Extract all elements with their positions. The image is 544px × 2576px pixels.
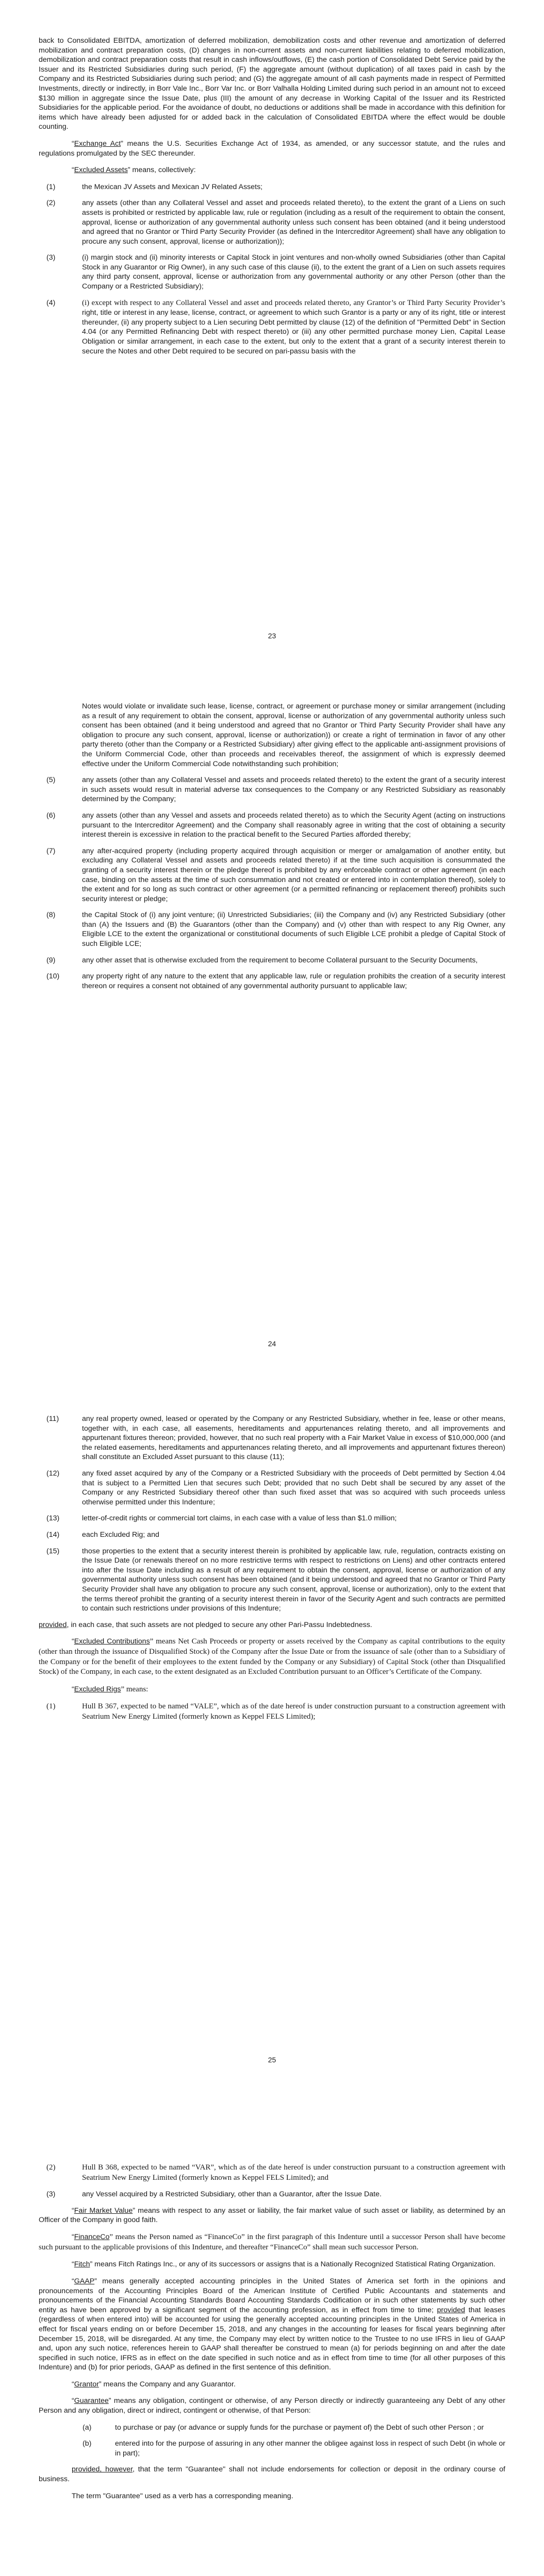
page-25-body: [39, 1414, 505, 1729]
list-item: [39, 910, 505, 948]
list-item-text: right, title or interest in any lease, license, contract, or agreement to which such Grantor is a party or any of its right, title or interest thereunder, (ii) any property subject to a Lien securing Debt permitted by clause (12) of the definition of "Permitted Debt" in Section 4.04 (or any Permitted Refinancing Debt with respect thereto) or (iii) any other permitted purchase money Lien, Capital Lease Obligation or similar arrangement, in each case to the extent, but only to the extent that a grant of a security interest therein to secure the Notes and other Debt required to be secured on pari-passu basis with the: [82, 309, 505, 355]
list-item: [39, 956, 505, 965]
gaap-definition: “GAAP” means generally accepted accounting principles in the United States of America set forth in the opinions and pronouncements of the Accounting Principles Board of the American Institute of Certified Public Accountants and statements and pronouncements of the Financial Accounting Standards Board Accounting Standards Codification or in such other statements by such other entity as have been approved by a significant segment of the accounting profession, as in effect from time to time; provided that leases (regardless of when entered into) will be accounted for using the generally accepted accounting principles in the United States of America in effect for fiscal years ending on or before December 15, 2018, and any changes in the accounting for leases for fiscal years beginning after December 15, 2018, will be disregarded. At any time, the Company may elect by written notice to the Trustee to no use IFRS in lieu of GAAP and, upon any such notice, references herein to GAAP shall thereafter be construed to mean (a) for periods beginning on and after the date specified in such notice, IFRS as in effect on the date specified in such notice and as in effect from time to time (for all other purposes of this Indenture) and (b) for prior periods, GAAP as defined in the first sentence of this definition.: [39, 2277, 505, 2372]
fair-market-value-definition: “Fair Market Value” means with respect to any asset or liability, the fair market value of such asset or liability, as determined by an Officer of the Company in good faith.: [39, 2206, 505, 2225]
excluded-contributions-term: Excluded Contributions: [74, 1637, 150, 1646]
list-item: [39, 2439, 505, 2458]
list-item: [39, 1514, 505, 1523]
gaap-text-part2: that leases (regardless of when entered into) will be accounted for using the generally accepted accounting principles in the United States of America in effect for fiscal years ending on or before December 15, 2018, and any changes in the accounting for leases for fiscal years beginning after December 15, 2018, will be disregarded. At any time, the Company may elect by written notice to the Trustee to no use IFRS in lieu of GAAP and, upon any such notice, references herein to GAAP shall thereafter be construed to mean (a) for periods beginning on and after the date specified in such notice, IFRS as in effect on the date specified in such notice and as in effect from time to time (for all other purposes of this Indenture) and (b) for prior periods, GAAP as defined in the first sentence of this definition.: [39, 2306, 505, 2372]
list-item-text: any other asset that is otherwise excluded from the requirement to become Collateral pursuant to the Security Documents,: [82, 956, 478, 964]
list-item: [39, 198, 505, 246]
list-item-number: (5): [46, 776, 56, 785]
list-item-number: (1): [46, 1702, 56, 1711]
list-item-number: (2): [46, 2163, 56, 2172]
document-page-26: [0, 2097, 544, 2576]
list-item-number: (1): [46, 182, 56, 191]
list-item-letter: (b): [83, 2439, 92, 2448]
list-item: [39, 2163, 505, 2183]
guarantee-verb-note: The term "Guarantee" used as a verb has a corresponding meaning.: [72, 2492, 293, 2500]
financeco-text: ” means the Person named as “FinanceCo” in the first paragraph of this Indenture until a successor Person shall have become such pursuant to the applicable provisions of this Indenture, and thereafter “FinanceCo” shall mean such successor Person.: [39, 2233, 505, 2251]
list-item: [39, 811, 505, 840]
excluded-rigs-definition: “Excluded Rigs” means:: [72, 1685, 149, 1693]
list-item: [39, 182, 505, 192]
list-item: [39, 298, 505, 357]
list-item: [39, 1547, 505, 1614]
guarantee-definition: “Guarantee” means any obligation, contingent or otherwise, of any Person directly or indirectly guaranteeing any Debt of any other Person and any obligation, direct or indirect, contingent or otherwise, of that Person:: [39, 2397, 505, 2415]
provided-however-term: provided, however: [72, 2465, 133, 2474]
excluded-rigs-text: ” means:: [121, 1685, 149, 1693]
list-item-text: any assets (other than any Vessel and assets and proceeds related thereto) as to which the Security Agent (acting on instructions pursuant to the Intercreditor Agreement) and the Company shall reasonably agree in writing that the cost of obtaining a security interest therein is excessive in relation to the practical benefit to the Secured Parties afforded thereby;: [82, 811, 505, 839]
list-item-number: (15): [46, 1547, 60, 1555]
fair-market-value-term: Fair Market Value: [74, 2206, 133, 2215]
list-item: [39, 775, 505, 804]
guarantee-proviso-text: , that the term "Guarantee" shall not include endorsements for collection or deposit in the ordinary course of business.: [39, 2465, 505, 2484]
list-item-number: (13): [46, 1514, 60, 1523]
list-item: [39, 1469, 505, 1507]
excluded-assets-proviso: [39, 1620, 505, 1630]
excluded-assets-definition: “Excluded Assets” means, collectively:: [72, 166, 196, 175]
exchange-act-definition: “Exchange Act” means the U.S. Securities Exchange Act of 1934, as amended, or any successor statute, and the rules and regulations promulgated by the SEC thereunder.: [39, 139, 505, 158]
list-item-text: the Capital Stock of (i) any joint venture; (ii) Unrestricted Subsidiaries; (iii) the Company and (iv) any Restricted Subsidiary (other than (A) the Issuers and (B) the Guarantors (other than the Company) and (v) other than with respect to any Rig Owner, any Eligible LCE to the extent the organizational or constitutional documents of such Eligible LCE prohibit a pledge of Capital Stock of such Eligible LCE;: [82, 911, 505, 948]
list-item-text: letter-of-credit rights or commercial tort claims, in each case with a value of less than $1.0 million;: [82, 1514, 397, 1523]
list-item-text: each Excluded Rig; and: [82, 1530, 159, 1539]
list-item-continuation: [39, 702, 505, 769]
page-26-body: [39, 2163, 505, 2508]
list-item-text: entered into for the purpose of assuring in any other manner the obligee against loss in respect of such Debt (in whole or in part);: [115, 2439, 505, 2458]
list-item-text: (i) margin stock and (ii) minority interests or Capital Stock in joint ventures and non-wholly owned Subsidiaries (other than Capital Stock in any Guarantor or Rig Owner), in any such case of this clause (ii), to the extent the grant of a Lien on such assets requires any third party consent, approval, license or authorization from any governmental authority or any other Person (other than the Company or a Restricted Subsidiary);: [82, 253, 505, 291]
list-item-number: (14): [46, 1530, 60, 1539]
exchange-act-text: means the U.S. Securities Exchange Act of 1934, as amended, or any successor statute, and the rules and regulations promulgated by the SEC thereunder.: [39, 139, 505, 158]
list-item-text: any assets (other than any Collateral Vessel and asset and proceeds related thereto), to the extent the grant of a Liens on such assets is prohibited or restricted by applicable law, rule or regulation (including as a result of the requirement to obtain the consent, approval, license or authorization of any governmental authority unless such consent has been obtained (and it being understood and agreed that no Grantor or Third Party Security Provider (as defined in the Intercreditor Agreement) shall have any obligation to procure any such consent, approval, license or authorization));: [82, 199, 505, 246]
list-item: [39, 2190, 505, 2199]
fitch-term: Fitch: [74, 2260, 90, 2269]
page-number: 23: [268, 632, 276, 640]
list-item-text: Hull B 368, expected to be named “VAR”, which as of the date hereof is under construction pursuant to a construction agreement with Seatrium New Energy Limited (formerly known as Keppel FELS Limited); and: [82, 2163, 505, 2182]
document-page-25: [0, 1378, 544, 2097]
financeco-definition: “FinanceCo” means the Person named as “FinanceCo” in the first paragraph of this Indenture until a successor Person shall have become such pursuant to the applicable provisions of this Indenture, and thereafter “FinanceCo” shall mean such successor Person.: [39, 2233, 505, 2251]
gaap-term: GAAP: [74, 2277, 95, 2285]
fitch-definition: “Fitch” means Fitch Ratings Inc., or any of its successors or assigns that is a Nationally Recognized Statistical Rating Organization.: [72, 2260, 496, 2269]
list-item: [39, 972, 505, 991]
list-item-number: (12): [46, 1469, 60, 1478]
list-item: [39, 1530, 505, 1540]
list-item-number: (2): [46, 199, 56, 208]
financeco-term: FinanceCo: [74, 2233, 110, 2242]
ebitda-continuation-paragraph: back to Consolidated EBITDA, amortization of deferred mobilization, demobilization costs and other revenue and amortization of deferred mobilization and contract preparation costs, (D) changes in non-current assets and non-current liabilities relating to deferred mobilization, demobilization and contract preparation costs that result in cash inflows/outflows, (E) the cash portion of Consolidated Debt Service paid by the Issuer and its Restricted Subsidiaries during such period, (F) the aggregate amount (without duplication) of all taxes paid in cash by the Company and its Restricted Subsidiaries during such period; and (G) the aggregate amount of all cash payments made in respect of Permitted Investments, directly or indirectly, in Borr Vale Inc., Borr Var Inc. or Borr Valhalla Holding Limited during such period in an amount not to exceed $130 million in aggregate since the Issue Date, plus (III) the amount of any decrease in Working Capital of the Issuer and its Restricted Subsidiaries for the applicable period. For the avoidance of doubt, no deductions or additions shall be made in accordance with this definition for items which have already been adjusted for or added back in the calculation of Consolidated EBITDA where the effect would be double counting.: [39, 37, 505, 131]
list-item-text: Hull B 367, expected to be named “VALE”, which as of the date hereof is under construction pursuant to a construction agreement with Seatrium New Energy Limited (formerly known as Keppel FELS Limited);: [82, 1702, 505, 1721]
list-item: [39, 846, 505, 904]
fair-market-value-text: ” means with respect to any asset or liability, the fair market value of such asset or liability, as determined by an Officer of the Company in good faith.: [39, 2206, 505, 2225]
guarantee-proviso: [39, 2465, 505, 2484]
guarantee-term: Guarantee: [74, 2397, 109, 2405]
guarantee-text: ” means any obligation, contingent or otherwise, of any Person directly or indirectly guaranteeing any Debt of any other Person and any obligation, direct or indirect, contingent or otherwise, of that Person:: [39, 2397, 505, 2415]
page-number: 24: [268, 1340, 276, 1348]
list-item: [39, 1702, 505, 1722]
page-23-body: [39, 36, 505, 363]
list-item-text: those properties to the extent that a security interest therein is prohibited by applicable law, rule, regulation, contracts existing on the Issue Date (or renewals thereof on no more restrictive terms with respect to restrictions on Liens) and other contracts entered into after the Issue Date including as a result of any requirement to obtain the consent, approval, license or authorization of any governmental authority unless such consent has been obtained (and it being understood and agreed that no Grantor or Third Party Security Provider shall have any obligation to procure any such consent, approval, license or authorization), only to the extent that the terms thereof prohibit the granting of a security interest therein in favor of the Security Agent and such contracts are permitted to contain such restrictions under provisions of this Indenture;: [82, 1547, 505, 1613]
exchange-act-term: Exchange Act: [74, 139, 121, 148]
list-item-number: (7): [46, 846, 56, 855]
page-number: 25: [268, 2056, 276, 2064]
list-item-letter: (a): [83, 2423, 92, 2432]
grantor-definition: “Grantor” means the Company and any Guarantor.: [72, 2380, 236, 2388]
list-item-number: (10): [46, 972, 60, 981]
list-item: [39, 253, 505, 291]
grantor-term: Grantor: [74, 2380, 99, 2388]
gaap-provided-term: provided: [437, 2306, 465, 2314]
fitch-text: ” means Fitch Ratings Inc., or any of its successors or assigns that is a Nationally Recognized Statistical Rating Organization.: [90, 2260, 496, 2269]
list-item-number: (4): [46, 298, 56, 307]
excluded-contributions-text: ” means Net Cash Proceeds or property or assets received by the Company as capital contributions to the equity (other than through the issuance of Disqualified Stock) of the Company after the Issue Date or from the issuance of sale (other than to a Subsidiary of the Company or for the benefit of their employees to the extent funded by the Company or any Subsidiary) of Capital Stock (other than Disqualified Stock) of the Company, in each case, to the extent designated as an Excluded Contribution pursuant to an Officer’s Certificate of the Company.: [39, 1637, 505, 1676]
gaap-text-part1: ” means generally accepted accounting principles in the United States of America set forth in the opinions and pronouncements of the Accounting Principles Board of the American Institute of Certified Public Accountants and statements and pronouncements of the Financial Accounting Standards Board Accounting Standards Codification or in such other statements by such other entity as have been approved by a significant segment of the accounting profession, as in effect from time to time;: [39, 2277, 505, 2314]
list-item-number: (6): [46, 811, 56, 820]
list-item-text-serif: (i) except with respect to any Collateral Vessel and asset and proceeds related thereto, any Grantor’s or Third Party Security Provider’s: [82, 298, 505, 307]
excluded-contributions-definition: “Excluded Contributions” means Net Cash Proceeds or property or assets received by the Company as capital contributions to the equity (other than through the issuance of Disqualified Stock) of the Company after the Issue Date or from the issuance of sale (other than to a Subsidiary of the Company or for the benefit of their employees to the extent funded by the Company or any Subsidiary) of Capital Stock (other than Disqualified Stock) of the Company, in each case, to the extent designated as an Excluded Contribution pursuant to an Officer’s Certificate of the Company.: [39, 1637, 505, 1676]
list-item: [39, 1414, 505, 1462]
list-item-text: any property right of any nature to the extent that any applicable law, rule or regulation prohibits the creation of a security interest thereon or requires a consent not obtained of any governmental authority pursuant to applicable law;: [82, 972, 505, 990]
list-item-text: any Vessel acquired by a Restricted Subsidiary, other than a Guarantor, after the Issue Date.: [82, 2190, 382, 2199]
list-item-number: (3): [46, 253, 56, 262]
list-item-number: (11): [46, 1415, 59, 1423]
provided-term: provided: [39, 1620, 67, 1629]
excluded-rigs-term: Excluded Rigs: [74, 1685, 121, 1693]
document-page-23: [0, 0, 544, 665]
proviso-text: , in each case, that such assets are not pledged to secure any other Pari-Passu Indebtedness.: [67, 1620, 372, 1629]
list-item-text: any fixed asset acquired by any of the Company or a Restricted Subsidiary with the proceeds of Debt permitted by Section 4.04 that is subject to a Permitted Lien that secures such Debt; provided that no such Debt shall be secured by any asset of the Company or any Restricted Subsidiary thereof other than such fixed asset that was so acquired with such proceeds unless otherwise permitted under this Indenture;: [82, 1469, 505, 1506]
list-item: [39, 2423, 505, 2433]
list-item-text: Notes would violate or invalidate such lease, license, contract, or agreement or purchase money or similar arrangement (including as a result of any requirement to obtain the consent, approval, license or authorization of any governmental authority unless such consent has been obtained (and it being understood and agreed that no Grantor or Third Party Security Provider shall have any obligation to procure any such consent, approval, license or authorization)) or create a right of termination in favor of any other party thereto (other than the Company or a Restricted Subsidiary) after giving effect to the applicable anti-assignment provisions of the Uniform Commercial Code, other than proceeds and receivables thereof, the assignment of which is expressly deemed effective under the Uniform Commercial Code notwithstanding such prohibition;: [82, 702, 505, 768]
list-item-text: the Mexican JV Assets and Mexican JV Related Assets;: [82, 182, 263, 191]
list-item-text: any assets (other than any Collateral Vessel and assets and proceeds related thereto) to the extent the grant of a security interest in such assets would result in material adverse tax consequences to the Company or any Restricted Subsidiary as reasonably determined by the Company;: [82, 776, 505, 804]
excluded-assets-text: means, collectively:: [130, 166, 196, 175]
page-24-body: [39, 702, 505, 997]
list-item-number: (3): [46, 2190, 56, 2199]
excluded-assets-term: Excluded Assets: [74, 166, 128, 175]
list-item-text: any real property owned, leased or operated by the Company or any Restricted Subsidiary, whether in fee, lease or other means, together with, in each case, all easements, hereditaments and appurtenances relating thereto, and all improvements and appurtenant fixtures thereon; provided, however, that no such real property with a Fair Market Value in excess of $10,000,000 (and the related easements, hereditaments and appurtenances relating thereto, and all improvements and appurtenant fixtures thereon) shall constitute an Excluded Asset pursuant to this clause (11);: [82, 1415, 505, 1462]
document-page-24: [0, 665, 544, 1378]
list-item-number: (9): [46, 956, 56, 964]
list-item-number: (8): [46, 911, 56, 920]
list-item-text: to purchase or pay (or advance or supply funds for the purchase or payment of) the Debt of such other Person ; or: [115, 2423, 484, 2432]
list-item-text: any after-acquired property (including property acquired through acquisition or merger or amalgamation of another entity, but excluding any Collateral Vessel and assets and proceeds related thereto) if at the time such acquisition is consummated the granting of a security interest therein or the pledge thereof is prohibited by any enforceable contract or other agreement (in each case, binding on the assets at the time of such consummation and not created or entered into in contemplation thereof), solely to the extent and for so long as such contract or other agreement (or a permitted refinancing or replacement thereof) prohibits such security interest or pledge;: [82, 846, 505, 903]
grantor-text: ” means the Company and any Guarantor.: [98, 2380, 236, 2388]
